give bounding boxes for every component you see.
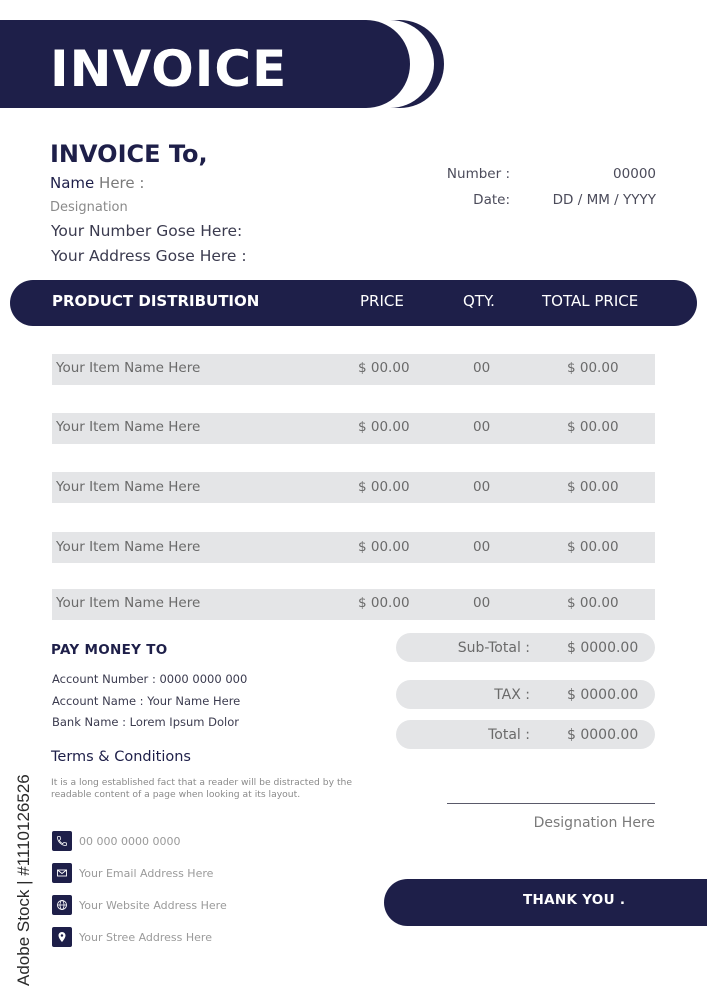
row-item: Your Item Name Here — [56, 479, 201, 495]
account-name: Account Name : Your Name Here — [52, 694, 241, 708]
tax-value: $ 0000.00 — [567, 687, 639, 703]
row-price: $ 00.00 — [358, 539, 410, 555]
contact-phone: 00 000 0000 0000 — [79, 835, 181, 848]
row-price: $ 00.00 — [358, 479, 410, 495]
row-item: Your Item Name Here — [56, 595, 201, 611]
row-item: Your Item Name Here — [56, 360, 201, 376]
contact-website: Your Website Address Here — [79, 899, 227, 912]
row-price: $ 00.00 — [358, 419, 410, 435]
client-name-label: Name — [50, 174, 95, 192]
client-name-value: Here : — [99, 174, 145, 192]
header-qty: QTY. — [463, 292, 495, 310]
client-address: Your Address Gose Here : — [51, 247, 247, 265]
row-total: $ 00.00 — [567, 539, 619, 555]
signature-designation: Designation Here — [533, 815, 655, 831]
client-number: Your Number Gose Here: — [51, 222, 243, 240]
total-label: Total : — [488, 727, 530, 743]
invoice-title: INVOICE — [50, 40, 288, 98]
invoice-to-heading: INVOICE To, — [50, 140, 208, 168]
row-price: $ 00.00 — [358, 595, 410, 611]
client-name — [50, 176, 144, 191]
watermark-side-label: Adobe Stock | #1110126526 — [14, 774, 33, 986]
watermark-side-text — [7, 760, 37, 986]
account-number: Account Number : 0000 0000 000 — [52, 672, 248, 686]
thank-you-banner — [384, 879, 707, 926]
row-price: $ 00.00 — [358, 360, 410, 376]
header-product: PRODUCT DISTRIBUTION — [52, 292, 260, 310]
row-qty: 00 — [473, 479, 491, 495]
row-total: $ 00.00 — [567, 595, 619, 611]
bank-name: Bank Name : Lorem Ipsum Dolor — [52, 715, 239, 729]
phone-icon — [52, 831, 72, 851]
thank-you-text: THANK YOU . — [523, 892, 626, 908]
row-qty: 00 — [473, 595, 491, 611]
brand-tagline: Tagline Gose Here — [518, 79, 657, 94]
subtotal-value: $ 0000.00 — [567, 640, 639, 656]
invoice-number-label: Number : — [446, 166, 510, 182]
terms-text: It is a long established fact that a reader will be distracted by the readable content of a page when looking at its layout. — [51, 777, 353, 801]
tax-label: TAX : — [494, 687, 530, 703]
header-total-price: TOTAL PRICE — [542, 292, 639, 310]
signature-line — [447, 803, 655, 804]
globe-icon — [52, 895, 72, 915]
subtotal-label: Sub-Total : — [457, 640, 530, 656]
terms-title: Terms & Conditions — [51, 749, 191, 765]
row-qty: 00 — [473, 419, 491, 435]
row-item: Your Item Name Here — [56, 539, 201, 555]
row-total: $ 00.00 — [567, 360, 619, 376]
row-qty: 00 — [473, 539, 491, 555]
contact-address: Your Stree Address Here — [79, 931, 212, 944]
invoice-date-label: Date: — [473, 192, 510, 208]
location-icon — [52, 927, 72, 947]
contact-email: Your Email Address Here — [79, 867, 214, 880]
row-total: $ 00.00 — [567, 479, 619, 495]
header-price: PRICE — [360, 292, 404, 310]
invoice-date-value: DD / MM / YYYY — [552, 192, 656, 208]
email-icon — [52, 863, 72, 883]
row-qty: 00 — [473, 360, 491, 376]
invoice-number-value: 00000 — [613, 166, 656, 182]
brand-name: Brand Name — [502, 48, 655, 73]
row-total: $ 00.00 — [567, 419, 619, 435]
client-designation: Designation — [50, 200, 128, 215]
row-item: Your Item Name Here — [56, 419, 201, 435]
total-value: $ 0000.00 — [567, 727, 639, 743]
pay-money-title: PAY MONEY TO — [51, 642, 168, 658]
